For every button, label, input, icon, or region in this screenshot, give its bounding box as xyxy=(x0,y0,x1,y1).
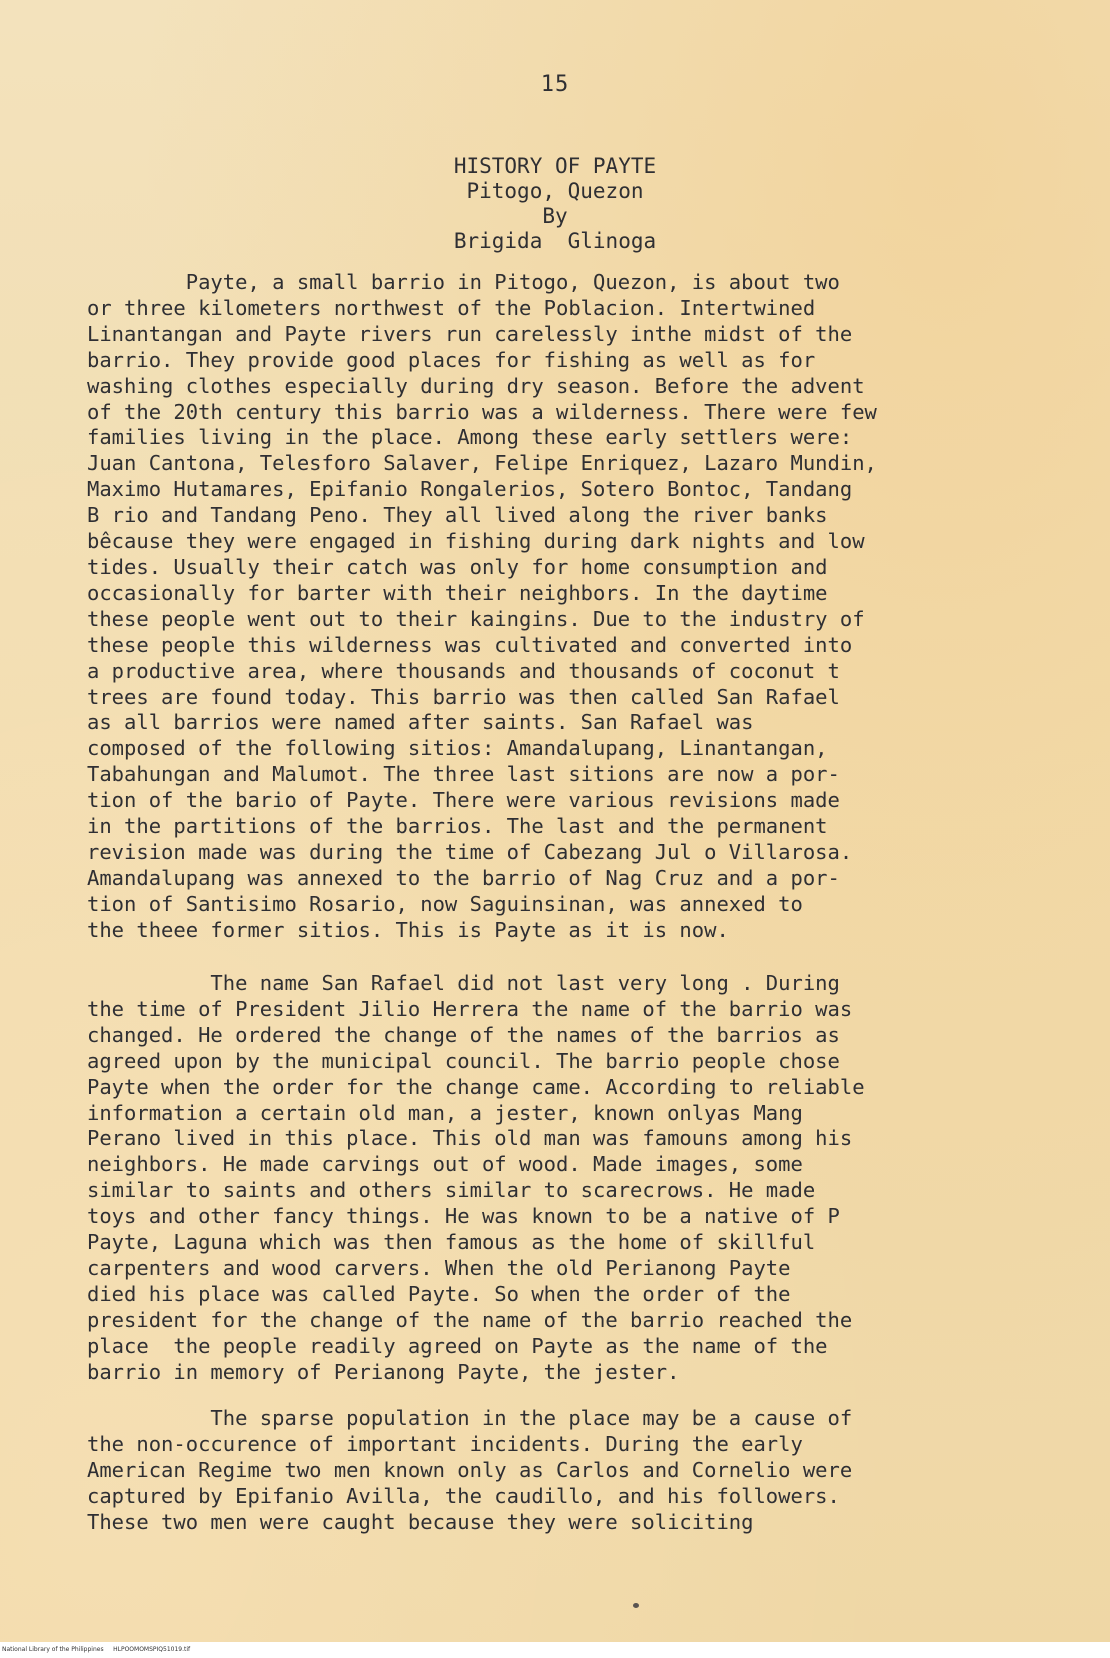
text-line: these people went out to their kaingins. Due to the industry of xyxy=(87,606,865,631)
text-line: barrio in memory of Perianong Payte, the jester. xyxy=(87,1359,680,1384)
paragraph-2 xyxy=(87,971,865,1386)
paragraph-3 xyxy=(87,1406,852,1536)
text-line: tides. Usually their catch was only for home consumption and xyxy=(87,554,828,579)
text-line: of the 20th century this barrio was a wilderness. There were few xyxy=(87,399,877,424)
text-line: occasionally for barter with their neighbors. In the daytime xyxy=(87,580,828,605)
ink-dot xyxy=(633,1603,639,1608)
page-number: 15 xyxy=(540,72,570,97)
text-line: these people this wilderness was cultivated and converted into xyxy=(87,632,853,657)
title-block xyxy=(0,154,1110,254)
byline-label: By xyxy=(542,204,568,228)
text-line: information a certain old man, a jester, known onlyas Mang xyxy=(87,1100,803,1125)
text-line: bêcause they were engaged in fishing during dark nights and low xyxy=(87,529,865,554)
scan-footer: National Library of the Philippines HLPOOMOMSPIQ51019.tif xyxy=(0,1642,1110,1658)
text-line: barrio. They provide good places for fishing as well as for xyxy=(87,347,816,372)
text-line: place the people readily agreed on Payte as the name of the xyxy=(87,1333,828,1358)
text-line: American Regime two men known only as Carlos and Cornelio were xyxy=(87,1457,853,1482)
text-line: or three kilometers northwest of the Poblacion. Intertwined xyxy=(87,295,816,320)
text-line: revision made was during the time of Cabezang Jul o Villarosa. xyxy=(87,839,853,864)
text-line: The name San Rafael did not last very long . During xyxy=(87,971,840,995)
text-line: Tabahungan and Malumot. The three last sitions are now a por- xyxy=(87,762,840,787)
text-line: Payte when the order for the change came. According to reliable xyxy=(87,1074,865,1099)
text-line: composed of the following sitios: Amandalupang, Linantangan, xyxy=(87,736,828,761)
text-line: The sparse population in the place may be a cause of xyxy=(87,1406,853,1430)
text-line: carpenters and wood carvers. When the old Perianong Payte xyxy=(87,1255,791,1280)
author-name: Brigida Glinoga xyxy=(453,229,657,253)
text-line: the time of President Jilio Herrera the name of the barrio was xyxy=(87,996,853,1021)
text-line: the non-occurence of important incidents. During the early xyxy=(87,1431,803,1456)
text-line: These two men were caught because they were soliciting xyxy=(87,1509,754,1534)
text-line: Linantangan and Payte rivers run carelessly inthe midst of the xyxy=(87,321,853,346)
text-line: agreed upon by the municipal council. The barrio people chose xyxy=(87,1048,840,1073)
text-line: as all barrios were named after saints. San Rafael was xyxy=(87,710,754,735)
text-line: Payte, Laguna which was then famous as the home of skillful xyxy=(87,1230,816,1255)
paragraph-1 xyxy=(87,270,877,944)
text-line: trees are found today. This barrio was then called San Rafael xyxy=(87,684,840,709)
text-line: B rio and Tandang Peno. They all lived along the river banks xyxy=(87,503,828,528)
text-line: in the partitions of the barrios. The last and the permanent xyxy=(87,814,828,839)
text-line: died his place was called Payte. So when the order of the xyxy=(87,1281,791,1306)
text-line: tion of the bario of Payte. There were various revisions made xyxy=(87,788,840,813)
text-line: changed. He ordered the change of the names of the barrios as xyxy=(87,1022,840,1047)
text-line: families living in the place. Among these early settlers were: xyxy=(87,425,853,450)
text-line: Payte, a small barrio in Pitogo, Quezon, is about two xyxy=(87,270,840,294)
document-title: HISTORY OF PAYTE xyxy=(453,154,657,178)
text-line: Amandalupang was annexed to the barrio of Nag Cruz and a por- xyxy=(87,865,840,890)
text-line: Juan Cantona, Telesforo Salaver, Felipe Enriquez, Lazaro Mundin, xyxy=(87,451,877,476)
text-line: neighbors. He made carvings out of wood. Made images, some xyxy=(87,1152,803,1177)
text-line: toys and other fancy things. He was known to be a native of P xyxy=(87,1204,840,1229)
text-line: captured by Epifanio Avilla, the caudillo, and his followers. xyxy=(87,1483,840,1508)
text-line: tion of Santisimo Rosario, now Saguinsinan, was annexed to xyxy=(87,891,803,916)
text-line: Maximo Hutamares, Epifanio Rongalerios, Sotero Bontoc, Tandang xyxy=(87,477,853,502)
text-line: similar to saints and others similar to scarecrows. He made xyxy=(87,1178,816,1203)
text-line: president for the change of the name of the barrio reached the xyxy=(87,1307,853,1332)
text-line: Perano lived in this place. This old man was famouns among his xyxy=(87,1126,853,1151)
text-line: washing clothes especially during dry season. Before the advent xyxy=(87,373,865,398)
document-location: Pitogo, Quezon xyxy=(466,179,644,203)
text-line: the theee former sitios. This is Payte as it is now. xyxy=(87,917,729,942)
text-line: a productive area, where thousands and thousands of coconut t xyxy=(87,658,840,683)
